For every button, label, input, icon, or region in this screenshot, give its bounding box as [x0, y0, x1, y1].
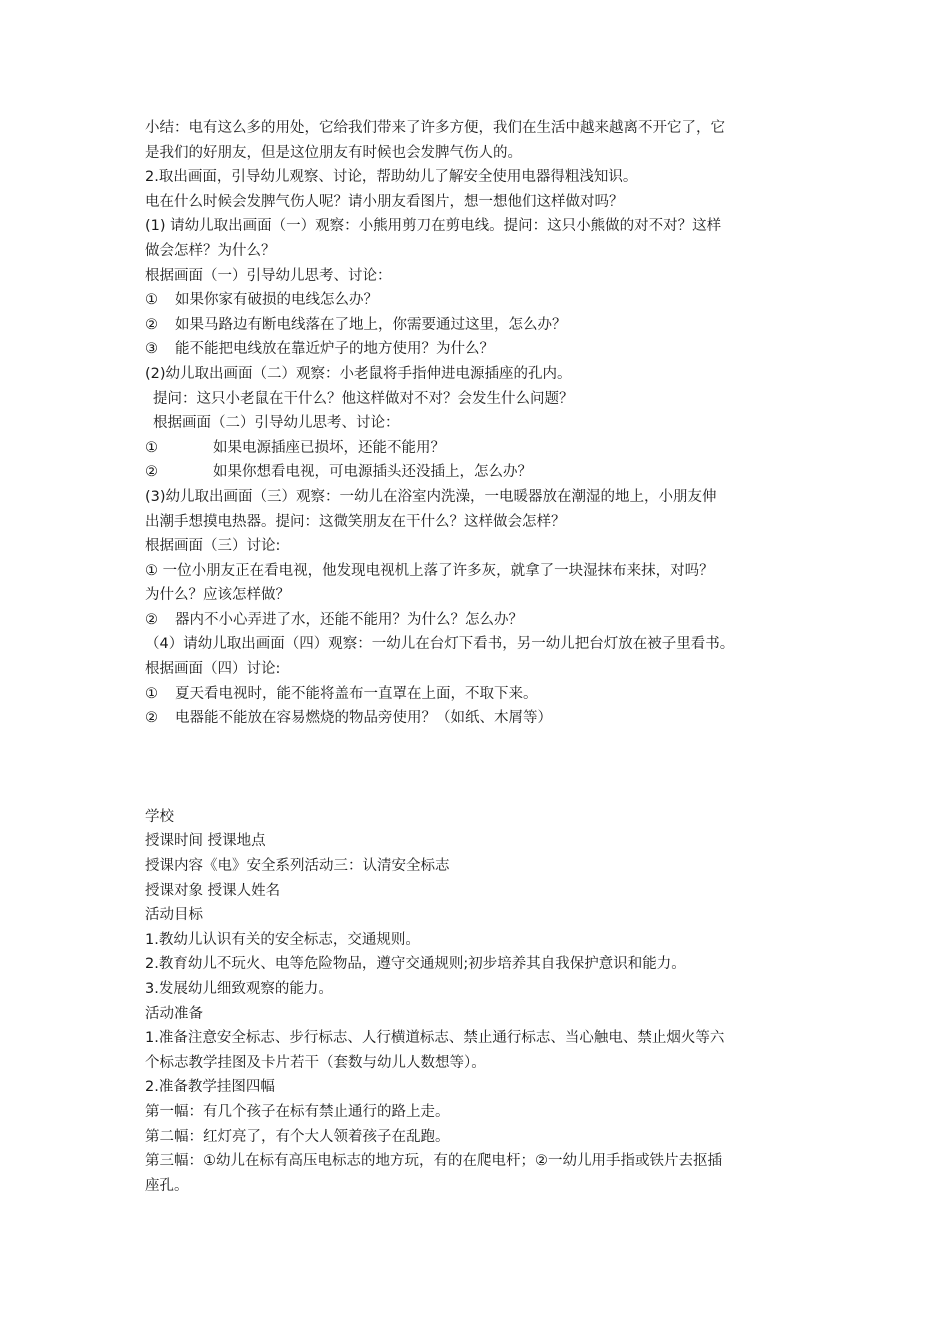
item-marker: ① [145, 439, 158, 456]
goal-heading: 活动目标 [145, 907, 203, 924]
prep-1-line-1: 1.准备注意安全标志、步行标志、人行横道标志、禁止通行标志、当心触电、禁止烟火等六 [145, 1030, 725, 1047]
picture-1-guide: 根据画面（一）引导幼儿思考、讨论： [145, 267, 392, 284]
time-place-label: 授课时间 授课地点 [145, 833, 266, 850]
list-item [145, 608, 810, 633]
picture-3-item-1-line-2: 为什么？应该怎样做？ [145, 587, 290, 604]
item-marker: ② [145, 464, 158, 481]
list-item [145, 436, 810, 461]
picture-4-line-1: （4）请幼儿取出画面（四）观察：一幼儿在台灯下看书，另一幼儿把台灯放在被子里看书。 [145, 636, 735, 653]
picture-1-line-2: 做会怎样？为什么？ [145, 242, 276, 259]
picture-4-guide: 根据画面（四）讨论: [145, 661, 281, 678]
picture-1-line-1: (1) 请幼儿取出画面（一）观察：小熊用剪刀在剪电线。提问：这只小熊做的对不对？这样 [145, 218, 722, 235]
item-marker: ① [145, 292, 158, 309]
goal-item: 3.发展幼儿细致观察的能力。 [145, 981, 333, 997]
item-marker: ③ [145, 341, 158, 358]
list-item [145, 288, 810, 313]
item-marker: ② [145, 710, 158, 727]
picture-desc-2: 第二幅：红灯亮了，有个大人领着孩子在乱跑。 [145, 1128, 450, 1145]
summary-line-1: 小结：电有这么多的用处，它给我们带来了许多方便，我们在生活中越来越离不开它了，它 [145, 120, 725, 136]
prep-1-line-2: 个标志教学挂图及卡片若干（套数与幼儿人数想等）。 [145, 1054, 486, 1071]
school-label: 学校 [145, 808, 174, 825]
list-item [145, 706, 810, 731]
item-text: 如果电源插座已损坏，还能不能用？ [213, 439, 445, 456]
picture-3-item-1-line-1: ① 一位小朋友正在看电视，他发现电视机上落了许多灰，就拿了一块湿抹布来抹，对吗？ [145, 562, 714, 579]
item-text: 能不能把电线放在靠近炉子的地方使用？为什么？ [175, 341, 494, 358]
item-text: 如果你家有破损的电线怎么办？ [175, 292, 378, 309]
list-item [145, 682, 810, 707]
list-item [145, 460, 810, 485]
intro-question: 电在什么时候会发脾气伤人呢？请小朋友看图片，想一想他们这样做对吗？ [145, 193, 624, 210]
item-text: 器内不小心弄进了水，还能不能用？为什么？怎么办？ [175, 611, 523, 628]
picture-2-line-1: (2)幼儿取出画面（二）观察：小老鼠将手指伸进电源插座的孔内。 [145, 365, 572, 382]
picture-3-guide: 根据画面（三）讨论: [145, 538, 281, 555]
prep-heading: 活动准备 [145, 1005, 203, 1022]
picture-desc-3-line-1: 第三幅：①幼儿在标有高压电标志的地方玩，有的在爬电杆；②一幼儿用手指或铁片去抠插 [145, 1153, 722, 1170]
item-text: 如果你想看电视，可电源插头还没插上，怎么办？ [213, 464, 532, 481]
goal-item: 1.教幼儿认识有关的安全标志，交通规则。 [145, 931, 420, 948]
picture-3-line-2: 出潮手想摸电热器。提问：这微笑朋友在干什么？这样做会怎样？ [145, 513, 566, 530]
picture-3-line-1: (3)幼儿取出画面（三）观察：一幼儿在浴室内洗澡，一电暖器放在潮湿的地上，小朋友伸 [145, 488, 717, 505]
picture-desc-1: 第一幅：有几个孩子在标有禁止通行的路上走。 [145, 1103, 450, 1120]
item-text: 夏天看电视时，能不能将盖布一直罩在上面，不取下来。 [175, 685, 538, 702]
step-2: 2.取出画面，引导幼儿观察、讨论，帮助幼儿了解安全使用电器得粗浅知识。 [145, 169, 638, 186]
item-text: 电器能不能放在容易燃烧的物品旁使用？（如纸、木屑等） [175, 710, 552, 727]
list-item [145, 313, 810, 338]
picture-2-question: 提问：这只小老鼠在干什么？他这样做对不对？会发生什么问题？ [153, 390, 574, 407]
picture-desc-3-line-2: 座孔。 [145, 1177, 189, 1194]
item-marker: ② [145, 611, 158, 628]
prep-2: 2.准备教学挂图四幅 [145, 1079, 275, 1096]
audience-label: 授课对象 授课人姓名 [145, 882, 281, 899]
list-item [145, 337, 810, 362]
summary-line-2: 是我们的好朋友，但是这位朋友有时候也会发脾气伤人的。 [145, 144, 522, 161]
section-gap [145, 731, 810, 805]
item-marker: ① [145, 685, 158, 702]
lesson-content: 授课内容《电》安全系列活动三：认清安全标志 [145, 858, 450, 875]
item-text: 如果马路边有断电线落在了地上，你需要通过这里，怎么办？ [175, 316, 567, 333]
picture-2-guide: 根据画面（二）引导幼儿思考、讨论： [153, 415, 400, 432]
goal-item: 2.教育幼儿不玩火、电等危险物品，遵守交通规则;初步培养其自我保护意识和能力。 [145, 956, 686, 973]
item-marker: ② [145, 316, 158, 333]
document-page [145, 116, 810, 1198]
